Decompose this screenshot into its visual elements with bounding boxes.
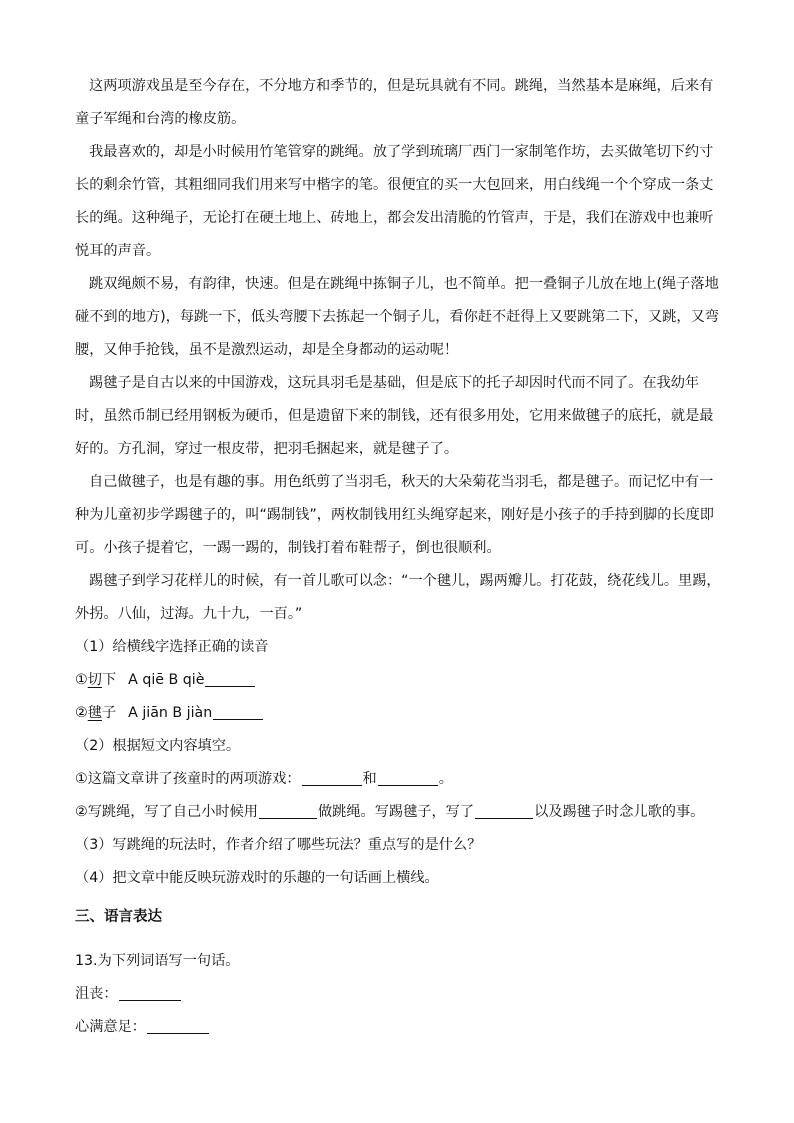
vocab-item-2 [75,1011,725,1044]
question-1a [75,664,725,697]
question-1b [75,697,725,730]
answer-blank-13-1[interactable] [119,985,181,1001]
vocab-item-1 [75,978,725,1011]
question-1b-underlined-char: 毽 [87,705,102,721]
question-2b-end: 以及踢毽子时念儿歌的事。 [534,804,705,820]
question-1-label: （1）给横线字选择正确的读音 [75,639,269,655]
question-2a-prefix: ①这篇文章讲了孩童时的两项游戏： [75,771,301,787]
vocab-word-2: 心满意足： [75,1019,146,1035]
question-2-label: （2）根据短文内容填空。 [75,738,241,754]
question-3-label: （3）写跳绳的玩法时，作者介绍了哪些玩法？重点写的是什么？ [75,837,482,853]
passage-paragraph-6: 踢毽子到学习花样儿的时候，有一首儿歌可以念：“一个毽儿，踢两瓣儿。打花鼓，绕花线儿。里踢，外拐。八仙，过海。九十九，一百。” [75,573,721,622]
question-2b-middle: 做跳绳。写踢毽子，写了 [317,804,475,820]
section-3-title: 三、语言表达 [75,909,162,925]
passage-paragraph-4: 踢毽子是自古以来的中国游戏，这玩具羽毛是基础，但是底下的托子却因时代而不同了。在我幼年时，虽然币制已经用钢板为硬币，但是遗留下来的制钱，还有很多用处，它用来做毽子的底托，就是最好的。方孔洞，穿过一根皮带，把羽毛捆起来，就是毽子了。 [75,375,714,457]
question-2a-end: 。 [438,771,453,787]
question-13-label: 13.为下列词语写一句话。 [75,953,240,969]
answer-blank-2a-1[interactable] [302,770,362,786]
question-2b [75,796,725,829]
question-1b-number: ② [75,705,88,721]
question-2b-prefix: ②写跳绳，写了自己小时候用 [75,804,258,820]
question-1b-rest: 子 [101,705,117,721]
question-1a-rest: 下 [101,672,117,688]
question-1a-number: ① [75,672,88,688]
question-1a-underlined-char: 切 [87,672,102,688]
answer-blank-1b[interactable] [213,704,263,720]
answer-blank-1a[interactable] [205,671,255,687]
answer-blank-2b-1[interactable] [259,803,317,819]
question-4-label: （4）把文章中能反映玩游戏时的乐趣的一句话画上横线。 [75,870,439,886]
answer-blank-2b-2[interactable] [475,803,533,819]
document-page [75,70,725,1044]
passage-paragraph-5: 自己做毽子，也是有趣的事。用色纸剪了当羽毛，秋天的大朵菊花当羽毛，都是毽子。而记忆中有一种为儿童初步学踢毽子的，叫“踢制钱”，两枚制钱用红头绳穿起来，刚好是小孩子的手持到脚的长度即可。小孩子提着它，一踢一踢的，制钱打着布鞋帮子，倒也很顺利。 [75,474,714,556]
passage-paragraph-3: 跳双绳颇不易，有韵律，快速。但是在跳绳中拣铜子儿，也不简单。把一叠铜子儿放在地上(绳子落地碰不到的地方)，每跳一下，低头弯腰下去拣起一个铜子儿，看你赶不赶得上又要跳第二下，又跳，又弯腰，又伸手抢钱，虽不是激烈运动，却是全身都动的运动呢！ [75,276,719,358]
vocab-word-1: 沮丧： [75,986,118,1002]
question-1b-options: A jiān B jiàn [128,705,213,721]
passage-paragraph-2: 我最喜欢的，却是小时候用竹笔管穿的跳绳。放了学到琉璃厂西门一家制笔作坊，去买做笔切下约寸长的剩余竹管，其粗细同我们用来写中楷字的笔。很便宜的买一大包回来，用白线绳一个个穿成一条丈长的绳。这种绳子，无论打在硬土地上、砖地上，都会发出清脆的竹管声，于是，我们在游戏中也兼听悦耳的声音。 [75,144,714,259]
question-2a-connector: 和 [362,771,377,787]
passage-paragraph-1: 这两项游戏虽是至今存在，不分地方和季节的，但是玩具就有不同。跳绳，当然基本是麻绳，后来有童子军绳和台湾的橡皮筋。 [75,78,714,127]
question-1a-options: A qiē B qiè [128,672,205,688]
answer-blank-13-2[interactable] [147,1018,209,1034]
answer-blank-2a-2[interactable] [378,770,438,786]
question-2a [75,763,725,796]
